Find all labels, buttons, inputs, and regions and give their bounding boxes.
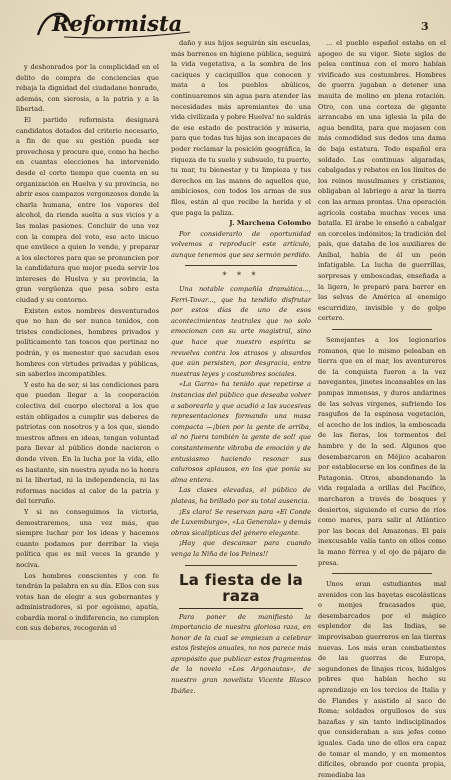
paragraph: Una notable compañía dramática..., Ferri-Tovar..., que ha tendido disfrutar por estos días de uno de esos acontecimientos teatrales que no solo emocionan con su arte magistral, sino que hace que nuestro espíritu se revuelva contra los atrasos y absurdos que aún persisten, por desgracia, entre nuestras leyes y costumbres sociales. [171, 285, 311, 378]
column-3 [318, 38, 446, 779]
paragraph: «La Garra» ha tenido que repetirse a instancias del público que deseaba volver a saborearla y que acudió a las sucesivas representaciones formando una masa compacta —¡bien por la gente de arriba, al no fuera también la gente de sol! que constantemente vibraba de emoción y de entusiasmo haciendo resonar sus calurosos aplausos, en los que ponía su alma entera. [171, 380, 311, 484]
paragraph: daño y sus hijos seguirán sin escuelas, más barrenos en higiene pública, seguirá la vida vegetativa, a la sombra de los caciques y caciquillos que conocen y mata a los pueblos abúlicos, continuaremos sin agua para atender las necesidades más apremiantes de una vida civilizada y pobre Huelva! no saldrás de ese estado de postración y miseria, para que todas tus hijas son incapaces de poder reclamar la posición geográfica, la riqueza de tu suelo y subsuelo, tu puerto, tu mar, tu bienestar y tu limpieza y tus derechos en las manos de aquellos que, ambiciosos, con todos los armas de sus filos, están al que recibe la herida y el que paga la paliza. [171, 39, 311, 217]
paragraph: Y si no conseguimos la victoria, demostraremos, una vez más, que siempre luchar por los ideas y hacemos cuanto podamos por derribar la vieja política que es mil veces la grande y nociva. [16, 507, 159, 569]
divider [185, 265, 297, 266]
divider [332, 329, 432, 330]
paragraph: Semejantes a los legionarios romanos, que lo mismo peleaban en tierra que en el mar, los aventureros de la conquista fueron a la vez navegantes, jinetes incansables en las pampas inmensas, y duros andarines de las selvas vírgenes, sufriendo los rasguños de la espinosa vegetación, el acecho de los indios, la emboscada de las fieras, los tormentos del hambre y de la sed. Algunos que desembarcaron en Méjico acabaron por establecerse en los confines de la Patagonia. Otros, abandonando la vida regalada a orillas del Pacífico, marcharon a través de bosques y desiertos, siguiendo el curso de ríos como mares, para salir al Atlántico por las bocas del Amazonas. El país inexcusable valía tanto en ellos como la mano férrea y el ojo de pájaro de presa. [318, 336, 446, 567]
section-heading: La fiesta de la raza [178, 570, 304, 605]
paragraph: El partido reformista designará candidatos dotados del criterio necesario, a fin de que su gestión pueda ser provechosa y procure que, como ha hecho en cuantas elecciones ha intervenido desde el corto tiempo que cuenta en su organización en Huelva y su provincia, no abrir esos campazos vergonzosos donde la charla humana, entre los vapores del alcohol, da rienda suelta a sus vicios y a las malas pasiones. Concluir de una vez con la compra del voto, ese acto inicuo que envilece a quien lo vende, y preparar a los electores para que se pronuncien por la candidatura que mejor pueda servir los intereses de Huelva y su provincia, la gran vergüenza que pesa sobre esta ciudad y su contorno. [16, 115, 159, 305]
paragraph: Las clases elevadas, el público de plateas, ha brillado por su total ausencia. [171, 486, 311, 505]
paragraph: y deshonrados por la complicidad en el delito de compra de conciencias que rebaja la dignidad del ciudadano honrado, además, con sierosis, a la patria y a la libertad. [16, 63, 159, 114]
column-2 [171, 38, 311, 695]
divider [332, 573, 432, 574]
paragraph: Los hombres conscientes y con fe tendrán la palabra en su día. Ellos con sus votos han de elegir a sus gobernantes y administradores, si por egoísmo, apatía, cobardía moral o indiferencia, no cumplen con sus deberes, recogerán el [16, 571, 159, 633]
section-ornament: * * * [222, 271, 260, 281]
article-signature: J. Marchena Colombo [229, 219, 311, 228]
page-number: 3 [421, 20, 429, 33]
heading-underline [179, 608, 303, 609]
paragraph: Existen estos nombres desventurados que no han de ser nunca tenidos, con tristes condiciones, hombres privados y políticamente tan toscos que pertinaz no podrán, y es menester que sacudan esos hombres con virtudes privadas y públicas, sin saberlos incompatibles. [16, 306, 159, 379]
paragraph: ¡Es claro! Se reservan para «El Conde de Luxemburgo», «La Generala» y demás obras sicalípticas del género elegante. [171, 507, 311, 537]
masthead [34, 4, 194, 44]
masthead-title-artwork [34, 4, 194, 44]
paragraph: Y esto ha de ser, si las condiciones para que puedan llegar a la cooperación colectiva del cuerpo electoral a los que están obligados a cumplir sus deberes de patriotas con nosotros y a los que, siendo nuestros afines en ideas, tengan voluntad para llevar al público donde nacieron o donde viven. En la lucha por la vida, ello es bastante, sin nuestra ayuda no la honra ni la libertad, ni la independencia, ni las reformas nacidas al calor de la patria y del terruño. [16, 380, 159, 506]
masthead-title: Reformista [52, 11, 183, 36]
paragraph: Para poner de manifiesto la importancia de nuestra gloriosa raza, en honor de la cual se empiezan a celebrar estos festejos anuales, no nos parece más apropósito que publicar estos fragmentos de la novela «Los Argonautas», de nuestro gran novelista Vicente Blasco Ibáñez. [171, 612, 311, 695]
paragraph: Unos eran estudiantes mal avenidos con las bayetas escolásticas o monjes fracasados que, desembarcados por el mágico esplendor de las Indias, se improvisaban guerreros en las tierras nuevas. Los más eran combatientes de las guerras de Europa, segundones de linajes ricos, hidalgos pobres que habían hecho su aprendizaje en los tercios de Italia y de Flandes y asistido al saco de Roma; soldados orgullosos de sus hazañas y sin tanto indisciplinados que consideraban a sus jefes como iguales. Cada uno de ellos era capaz de tomar el mando, y en momentos difíciles, obrando por cuenta propia, remediaba las [318, 580, 446, 779]
column-1 [16, 62, 159, 638]
editor-note: Por considerarlo de oportunidad volvemos a reproducir este artículo, aunque tenemos que sea sermón perdido. [171, 229, 311, 259]
paragraph: ¡Hay que descansar para cuando venga la Niña de los Peines!! [171, 539, 311, 558]
paragraph: ... el pueblo español estaba en el apogeo de su vigor. Siete siglos de pelea continua con el moro habían vivificado sus costumbres. Hombres de guerra jugaban a detener una mauita de molino en plena rotación. Otro, con una corteza de gigante arrancaba en una iglesia la pila de agua bendita, para que mojasen con más comodidad sus dedos una dama de baja estatura. Todo español era soldado. Las continuas algaradas, cabalgadas y rebatos en los límites de los reinos musulmanes y cristianos, obligaban al labriego a arar la tierra con las armas prontas. Una operación agrícola costaba muchas veces una batalla. El árabe le enseñó a cabalgar en corceles indómitos; la tradición del país, que databa de los auxiliares de Aníbal, había de él un peón infatigable. La lucha de guerrillas, sorpresas y emboscadas, enseñada a la ligera, le preparó para barrer en las selvas de América al enemigo escurridizo, invisible y de golpe certero. [318, 39, 446, 323]
divider [185, 565, 297, 566]
